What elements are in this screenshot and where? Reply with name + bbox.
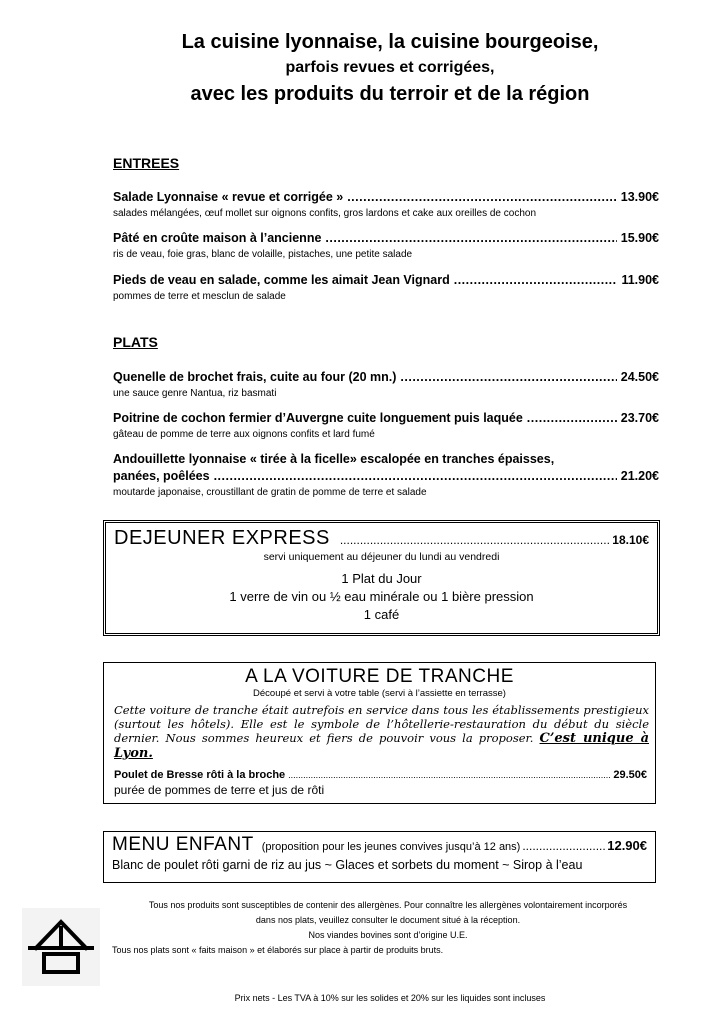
enfant-note: (proposition pour les jeunes convives jusqu’à 12 ans) — [261, 841, 521, 853]
dish-name: Poitrine de cochon fermier d’Auvergne cuite longuement puis laquée — [113, 411, 523, 425]
enfant-box — [103, 831, 656, 883]
house-icon — [22, 908, 100, 986]
dot-leader — [288, 770, 610, 780]
dish-price: 23.70€ — [620, 411, 659, 425]
header-line-1: La cuisine lyonnaise, la cuisine bourgeoise, — [181, 31, 599, 53]
voiture-story-text: Cette voiture de tranche était autrefois en service dans tous les établissements prestigieux (surtout les hôtels). Elle est le symbole de l’hôtellerie-restauration du début du siècle dernier. Nous sommes heureux et fiers de pouvoir vous la proposer. — [114, 703, 649, 745]
footnote-allergens-2: dans nos plats, veuillez consulter le document situé à la réception. — [255, 915, 521, 925]
voiture-dish-name: Poulet de Bresse rôti à la broche — [114, 769, 286, 781]
dish-price: 11.90€ — [621, 273, 659, 287]
footnotes — [108, 898, 668, 958]
express-line-2: 1 verre de vin ou ½ eau minérale ou 1 bière pression — [229, 589, 534, 604]
dot-leader — [527, 410, 617, 427]
express-line-3: 1 café — [363, 607, 400, 622]
dot-leader — [347, 189, 617, 206]
dish-description: pommes de terre et mesclun de salade — [113, 291, 286, 302]
plats-title: PLATS — [113, 334, 158, 350]
dish-name-line-1: Andouillette lyonnaise « tirée à la ficelle» escalopée en tranches épaisses, — [113, 452, 555, 466]
dish-plat-2 — [113, 410, 659, 442]
dish-description: moutarde japonaise, croustillant de gratin de pomme de terre et salade — [113, 487, 427, 498]
voiture-dish-price: 29.50€ — [613, 769, 647, 781]
express-line-1: 1 Plat du Jour — [341, 571, 422, 586]
header-line-2: parfois revues et corrigées, — [285, 59, 495, 76]
express-note: servi uniquement au déjeuner du lundi au vendredi — [263, 551, 500, 563]
footnote-allergens: Tous nos produits sont susceptibles de contenir des allergènes. Pour connaître les allergènes volontairement incorporés — [148, 900, 628, 910]
dish-name: Salade Lyonnaise « revue et corrigée » — [113, 190, 344, 204]
dish-description: ris de veau, foie gras, blanc de volaille, pistaches, une petite salade — [113, 249, 413, 260]
dish-name: Pâté en croûte maison à l’ancienne — [113, 231, 322, 245]
voiture-story-highlight: C’est unique à Lyon. — [114, 731, 649, 761]
voiture-title: A LA VOITURE DE TRANCHE — [245, 666, 514, 687]
dish-plat-3 — [113, 451, 659, 500]
voiture-dish-description: purée de pommes de terre et jus de rôti — [114, 783, 325, 797]
dot-leader — [522, 839, 605, 853]
voiture-subtitle: Découpé et servi à votre table (servi à l’assiette en terrasse) — [253, 688, 506, 699]
dish-plat-1 — [113, 369, 659, 401]
dot-leader — [340, 533, 610, 547]
express-title: DEJEUNER EXPRESS — [114, 527, 330, 549]
header-line-3: avec les produits du terroir et de la région — [190, 83, 590, 105]
dish-name: Pieds de veau en salade, comme les aimait Jean Vignard — [113, 273, 450, 287]
enfant-description: Blanc de poulet rôti garni de riz au jus ~ Glaces et sorbets du moment ~ Sirop à l’eau — [112, 858, 583, 872]
dish-price: 15.90€ — [620, 231, 659, 245]
dish-price: 21.20€ — [620, 469, 659, 483]
dish-description: salades mélangées, œuf mollet sur oignons confits, gros lardons et cake aux oreilles de cochon — [113, 208, 537, 219]
dish-entree-1 — [113, 189, 659, 221]
menu-header — [0, 28, 725, 108]
dish-price: 13.90€ — [620, 190, 659, 204]
dish-name-line-2: panées, poêlées — [113, 469, 210, 483]
footnote-origin: Nos viandes bovines sont d’origine U.E. — [308, 930, 468, 940]
express-price: 18.10€ — [612, 533, 649, 547]
dot-leader — [214, 468, 617, 485]
dot-leader — [325, 230, 616, 247]
fait-maison-logo — [22, 908, 100, 986]
footnote-prices: Prix nets - Les TVA à 10% sur les solides et 20% sur les liquides sont incluses — [234, 993, 546, 1003]
dish-name: Quenelle de brochet frais, cuite au four (20 mn.) — [113, 370, 397, 384]
dish-price: 24.50€ — [620, 370, 659, 384]
dish-entree-3 — [113, 272, 659, 304]
voiture-story — [104, 700, 655, 761]
enfant-price: 12.90€ — [607, 838, 647, 853]
voiture-box — [103, 662, 656, 804]
dot-leader — [454, 272, 618, 289]
express-box — [103, 520, 660, 636]
dish-entree-2 — [113, 230, 659, 262]
dish-description: gâteau de pomme de terre aux oignons confits et lard fumé — [113, 429, 375, 440]
entrees-title: ENTREES — [113, 155, 180, 171]
footnote-homemade: Tous nos plats sont « faits maison » et élaborés sur place à partir de produits bruts. — [112, 945, 444, 955]
enfant-title: MENU ENFANT — [112, 834, 254, 855]
dot-leader — [400, 369, 616, 386]
dish-description: une sauce genre Nantua, riz basmati — [113, 388, 277, 399]
